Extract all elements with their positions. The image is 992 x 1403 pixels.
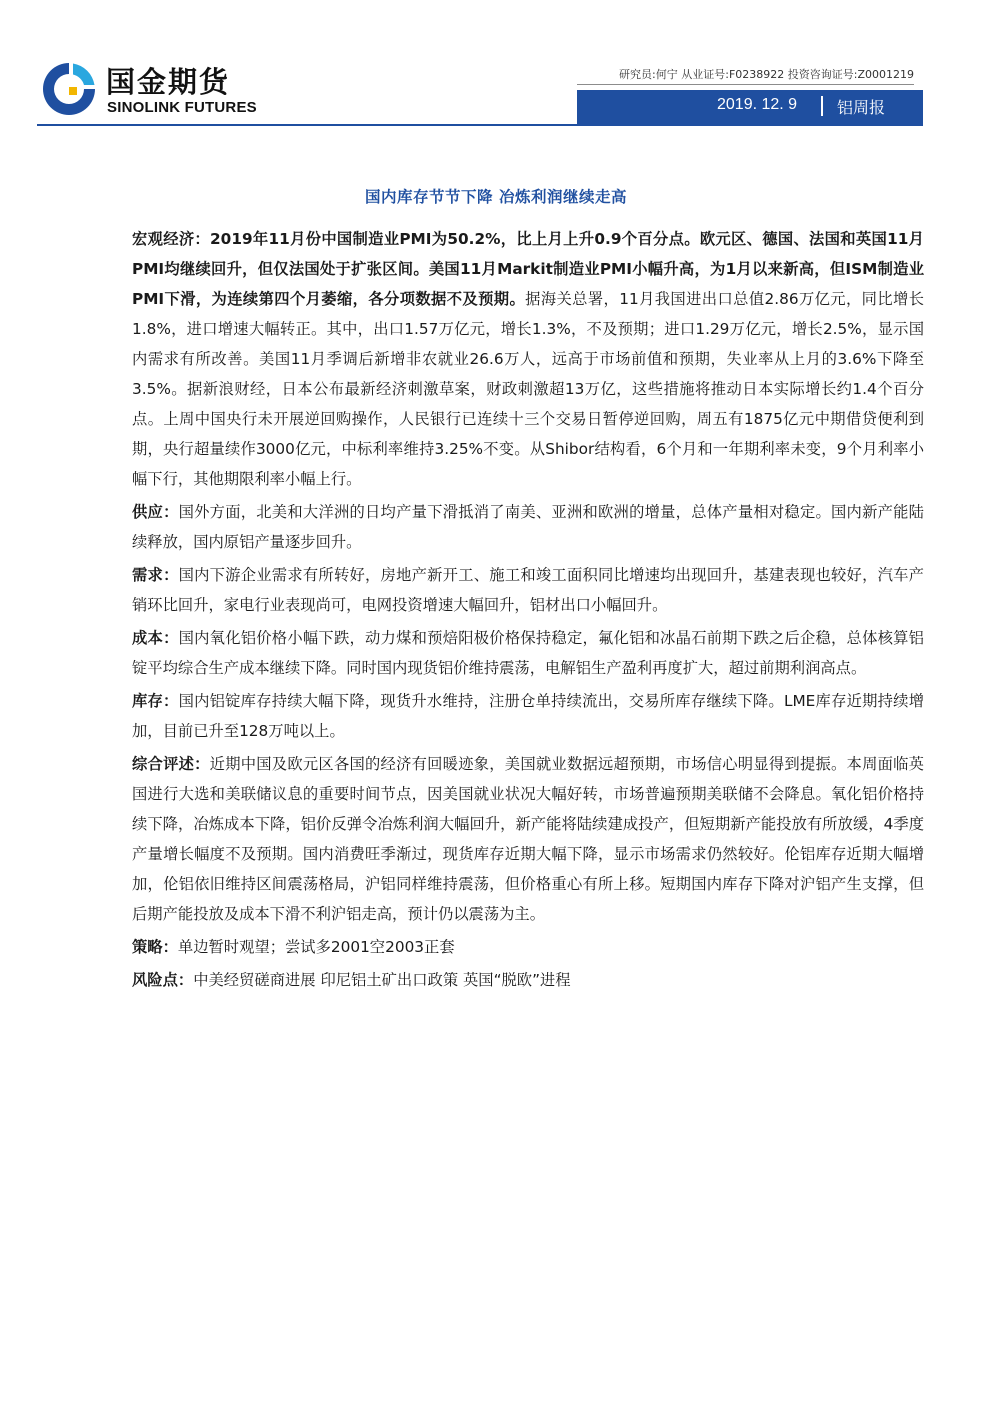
supply-label: 供应： <box>132 503 179 521</box>
risk-section <box>132 965 924 995</box>
summary-section <box>132 749 924 929</box>
logo-chinese-name: 国金期货 <box>106 65 231 99</box>
report-banner <box>577 90 923 124</box>
company-logo <box>40 58 300 120</box>
strategy-label: 策略： <box>132 938 178 956</box>
supply-section <box>132 497 924 557</box>
inventory-text: 国内铝锭库存持续大幅下降，现货升水维持，注册仓单持续流出，交易所库存继续下降。LME库存近期持续增加，目前已升至128万吨以上。 <box>132 692 924 740</box>
strategy-text: 单边暂时观望；尝试多2001空2003正套 <box>177 938 455 956</box>
report-body <box>132 224 924 998</box>
inventory-section <box>132 686 924 746</box>
header-divider <box>37 124 923 126</box>
macro-section <box>132 224 924 494</box>
analyst-divider <box>577 84 914 85</box>
risk-text: 中美经贸磋商进展 印尼铝土矿出口政策 英国“脱欧”进程 <box>193 971 571 989</box>
sinolink-logo-icon <box>40 60 98 118</box>
summary-label: 综合评述： <box>132 755 210 773</box>
summary-text: 近期中国及欧元区各国的经济有回暖迹象，美国就业数据远超预期，市场信心明显得到提振。本周面临英国进行大选和美联储议息的重要时间节点，因美国就业状况大幅好转，市场普遍预期美联储不会降息。氧化铝价格持续下降，冶炼成本下降，铝价反弹令冶炼利润大幅回升，新产能将陆续建成投产，但短期新产能投放有所放缓，4季度产量增长幅度不及预期。国内消费旺季渐过，现货库存近期大幅下降，显示市场需求仍然较好。伦铝库存近期大幅增加，伦铝依旧维持区间震荡格局，沪铝同样维持震荡，但价格重心有所上移。短期国内库存下降对沪铝产生支撑，但后期产能投放及成本下滑不利沪铝走高，预计仍以震荡为主。 <box>132 755 924 923</box>
cost-label: 成本： <box>132 629 179 647</box>
cost-section <box>132 623 924 683</box>
strategy-section <box>132 932 924 962</box>
cost-text: 国内氧化铝价格小幅下跌，动力煤和预焙阳极价格保持稳定，氟化铝和冰晶石前期下跌之后企稳，总体核算铝锭平均综合生产成本继续下降。同时国内现货铝价维持震荡，电解铝生产盈利再度扩大，超过前期利润高点。 <box>132 629 924 677</box>
risk-label: 风险点： <box>132 971 194 989</box>
macro-label: 宏观经济： <box>132 230 211 248</box>
report-date: 2019. 12. 9 <box>717 96 798 113</box>
macro-highlight: 2019年11月份中国制造业PMI为50.2%，比上月上升0.9个百分点。欧元区、德国、法国和英国11月PMI均继续回升，但仅法国处于扩张区间。美国11月Markit制造业PMI小幅升高，为1月以来新高，但ISM制造业PMI下滑，为连续第四个月萎缩，各分项数据不及预期。 <box>132 230 924 308</box>
demand-section <box>132 560 924 620</box>
supply-text: 国外方面，北美和大洋洲的日均产量下滑抵消了南美、亚洲和欧洲的增量，总体产量相对稳定。国内新产能陆续释放，国内原铝产量逐步回升。 <box>132 503 924 551</box>
analyst-info: 研究员:何宁 从业证号:F0238922 投资咨询证号:Z0001219 <box>619 68 914 81</box>
report-title: 国内库存节节下降 冶炼利润继续走高 <box>365 188 627 206</box>
demand-text: 国内下游企业需求有所转好，房地产新开工、施工和竣工面积同比增速均出现回升，基建表现也较好，汽车产销环比回升，家电行业表现尚可，电网投资增速大幅回升，铝材出口小幅回升。 <box>132 566 924 614</box>
report-type: 铝周报 <box>837 98 886 117</box>
logo-english-name: SINOLINK FUTURES <box>107 99 257 116</box>
demand-label: 需求： <box>132 566 179 584</box>
inventory-label: 库存： <box>132 692 179 710</box>
macro-text: 据海关总署，11月我国进出口总值2.86万亿元，同比增长1.8%，进口增速大幅转正。其中，出口1.57万亿元，增长1.3%，不及预期；进口1.29万亿元，增长2.5%，显示国内需求有所改善。美国11月季调后新增非农就业26.6万人，远高于市场前值和预期，失业率从上月的3.6%下降至3.5%。据新浪财经，日本公布最新经济刺激草案，财政刺激超13万亿，这些措施将推动日本实际增长约1.4个百分点。上周中国央行未开展逆回购操作，人民银行已连续十三个交易日暂停逆回购，周五有1875亿元中期借贷便利到期，央行超量续作3000亿元，中标利率维持3.25%不变。从Shibor结构看，6个月和一年期利率未变，9个月利率小幅下行，其他期限利率小幅上行。 <box>132 290 924 488</box>
banner-separator <box>821 96 823 116</box>
